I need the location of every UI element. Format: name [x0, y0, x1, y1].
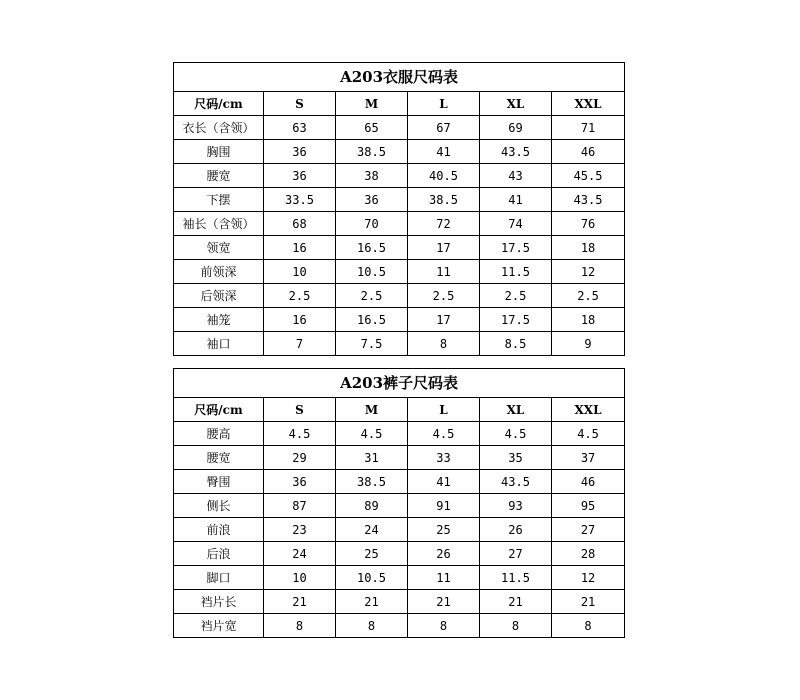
measurement-label: 腰高 — [174, 422, 264, 446]
measurement-value: 38.5 — [336, 140, 408, 164]
measurement-value: 38 — [336, 164, 408, 188]
measurement-value: 41 — [408, 140, 480, 164]
measurement-value: 38.5 — [408, 188, 480, 212]
measurement-value: 36 — [264, 470, 336, 494]
measurement-value: 12 — [552, 566, 625, 590]
measurement-label: 后浪 — [174, 542, 264, 566]
table-row — [174, 422, 625, 446]
measurement-value: 95 — [552, 494, 625, 518]
measurement-value: 8 — [480, 614, 552, 638]
measurement-value: 8 — [408, 332, 480, 356]
measurement-value: 31 — [336, 446, 408, 470]
measurement-value: 7 — [264, 332, 336, 356]
measurement-value: 25 — [408, 518, 480, 542]
measurement-value: 7.5 — [336, 332, 408, 356]
header-size-label: XXL — [552, 92, 625, 116]
measurement-label: 胸围 — [174, 140, 264, 164]
table-row — [174, 284, 625, 308]
measurement-label: 后领深 — [174, 284, 264, 308]
measurement-value: 8 — [552, 614, 625, 638]
table-title-row — [174, 63, 625, 92]
measurement-value: 41 — [408, 470, 480, 494]
measurement-value: 27 — [480, 542, 552, 566]
header-size-label: XL — [480, 398, 552, 422]
measurement-value: 36 — [336, 188, 408, 212]
header-size-label: S — [264, 398, 336, 422]
clothes-size-table — [173, 62, 625, 356]
table-row — [174, 236, 625, 260]
measurement-value: 74 — [480, 212, 552, 236]
measurement-value: 17.5 — [480, 308, 552, 332]
header-size-label: M — [336, 92, 408, 116]
measurement-value: 21 — [552, 590, 625, 614]
table-header-row — [174, 92, 625, 116]
measurement-label: 腰宽 — [174, 446, 264, 470]
measurement-value: 43 — [480, 164, 552, 188]
measurement-value: 21 — [408, 590, 480, 614]
measurement-value: 4.5 — [552, 422, 625, 446]
header-unit-label: 尺码/cm — [174, 92, 264, 116]
table-header-row — [174, 398, 625, 422]
table-row — [174, 494, 625, 518]
measurement-label: 袖笼 — [174, 308, 264, 332]
table-row — [174, 518, 625, 542]
measurement-label: 领宽 — [174, 236, 264, 260]
measurement-value: 21 — [480, 590, 552, 614]
measurement-value: 46 — [552, 140, 625, 164]
measurement-value: 10 — [264, 260, 336, 284]
measurement-value: 24 — [336, 518, 408, 542]
table-row — [174, 542, 625, 566]
table-row — [174, 116, 625, 140]
pants-size-table-body — [174, 369, 625, 638]
measurement-label: 脚口 — [174, 566, 264, 590]
header-size-label: L — [408, 92, 480, 116]
measurement-label: 前浪 — [174, 518, 264, 542]
measurement-value: 69 — [480, 116, 552, 140]
measurement-value: 65 — [336, 116, 408, 140]
measurement-value: 11 — [408, 260, 480, 284]
measurement-value: 27 — [552, 518, 625, 542]
measurement-value: 33.5 — [264, 188, 336, 212]
table-row — [174, 470, 625, 494]
measurement-value: 35 — [480, 446, 552, 470]
measurement-value: 11.5 — [480, 260, 552, 284]
measurement-value: 28 — [552, 542, 625, 566]
table-row — [174, 140, 625, 164]
measurement-value: 18 — [552, 236, 625, 260]
table-row — [174, 590, 625, 614]
measurement-value: 8 — [264, 614, 336, 638]
measurement-value: 8 — [336, 614, 408, 638]
measurement-label: 袖长（含领） — [174, 212, 264, 236]
measurement-value: 91 — [408, 494, 480, 518]
measurement-value: 71 — [552, 116, 625, 140]
measurement-value: 68 — [264, 212, 336, 236]
measurement-value: 45.5 — [552, 164, 625, 188]
measurement-value: 93 — [480, 494, 552, 518]
measurement-value: 26 — [408, 542, 480, 566]
measurement-value: 10.5 — [336, 260, 408, 284]
measurement-value: 21 — [264, 590, 336, 614]
measurement-value: 16 — [264, 236, 336, 260]
measurement-label: 侧长 — [174, 494, 264, 518]
measurement-value: 10 — [264, 566, 336, 590]
measurement-value: 12 — [552, 260, 625, 284]
table-row — [174, 308, 625, 332]
table-row — [174, 212, 625, 236]
measurement-value: 17 — [408, 308, 480, 332]
measurement-value: 8.5 — [480, 332, 552, 356]
measurement-value: 40.5 — [408, 164, 480, 188]
measurement-value: 16.5 — [336, 308, 408, 332]
header-unit-label: 尺码/cm — [174, 398, 264, 422]
measurement-value: 67 — [408, 116, 480, 140]
measurement-value: 2.5 — [552, 284, 625, 308]
table-title: A203裤子尺码表 — [174, 369, 625, 398]
measurement-value: 2.5 — [336, 284, 408, 308]
measurement-value: 8 — [408, 614, 480, 638]
measurement-value: 38.5 — [336, 470, 408, 494]
measurement-value: 17 — [408, 236, 480, 260]
table-row — [174, 614, 625, 638]
measurement-value: 11.5 — [480, 566, 552, 590]
table-title-row — [174, 369, 625, 398]
table-row — [174, 164, 625, 188]
measurement-label: 裆片长 — [174, 590, 264, 614]
measurement-value: 2.5 — [408, 284, 480, 308]
measurement-label: 裆片宽 — [174, 614, 264, 638]
measurement-value: 9 — [552, 332, 625, 356]
measurement-value: 29 — [264, 446, 336, 470]
measurement-value: 21 — [336, 590, 408, 614]
header-size-label: M — [336, 398, 408, 422]
measurement-value: 63 — [264, 116, 336, 140]
table-title: A203衣服尺码表 — [174, 63, 625, 92]
header-size-label: L — [408, 398, 480, 422]
measurement-label: 袖口 — [174, 332, 264, 356]
measurement-value: 16.5 — [336, 236, 408, 260]
table-row — [174, 332, 625, 356]
measurement-value: 4.5 — [336, 422, 408, 446]
measurement-value: 43.5 — [480, 140, 552, 164]
measurement-value: 36 — [264, 140, 336, 164]
measurement-value: 43.5 — [480, 470, 552, 494]
table-row — [174, 260, 625, 284]
measurement-value: 46 — [552, 470, 625, 494]
measurement-value: 16 — [264, 308, 336, 332]
measurement-value: 2.5 — [264, 284, 336, 308]
measurement-value: 26 — [480, 518, 552, 542]
measurement-label: 臀围 — [174, 470, 264, 494]
table-row — [174, 566, 625, 590]
measurement-value: 33 — [408, 446, 480, 470]
header-size-label: XL — [480, 92, 552, 116]
measurement-value: 41 — [480, 188, 552, 212]
measurement-value: 23 — [264, 518, 336, 542]
measurement-label: 衣长（含领） — [174, 116, 264, 140]
measurement-value: 89 — [336, 494, 408, 518]
table-row — [174, 446, 625, 470]
measurement-label: 前领深 — [174, 260, 264, 284]
measurement-value: 76 — [552, 212, 625, 236]
header-size-label: S — [264, 92, 336, 116]
measurement-value: 11 — [408, 566, 480, 590]
clothes-size-table-body — [174, 63, 625, 356]
measurement-value: 4.5 — [264, 422, 336, 446]
measurement-value: 10.5 — [336, 566, 408, 590]
measurement-value: 4.5 — [480, 422, 552, 446]
table-row — [174, 188, 625, 212]
measurement-label: 下摆 — [174, 188, 264, 212]
measurement-value: 17.5 — [480, 236, 552, 260]
measurement-value: 25 — [336, 542, 408, 566]
measurement-value: 72 — [408, 212, 480, 236]
measurement-value: 70 — [336, 212, 408, 236]
measurement-value: 24 — [264, 542, 336, 566]
measurement-value: 4.5 — [408, 422, 480, 446]
measurement-value: 2.5 — [480, 284, 552, 308]
measurement-value: 87 — [264, 494, 336, 518]
header-size-label: XXL — [552, 398, 625, 422]
measurement-label: 腰宽 — [174, 164, 264, 188]
measurement-value: 36 — [264, 164, 336, 188]
measurement-value: 18 — [552, 308, 625, 332]
measurement-value: 43.5 — [552, 188, 625, 212]
pants-size-table — [173, 368, 625, 638]
measurement-value: 37 — [552, 446, 625, 470]
